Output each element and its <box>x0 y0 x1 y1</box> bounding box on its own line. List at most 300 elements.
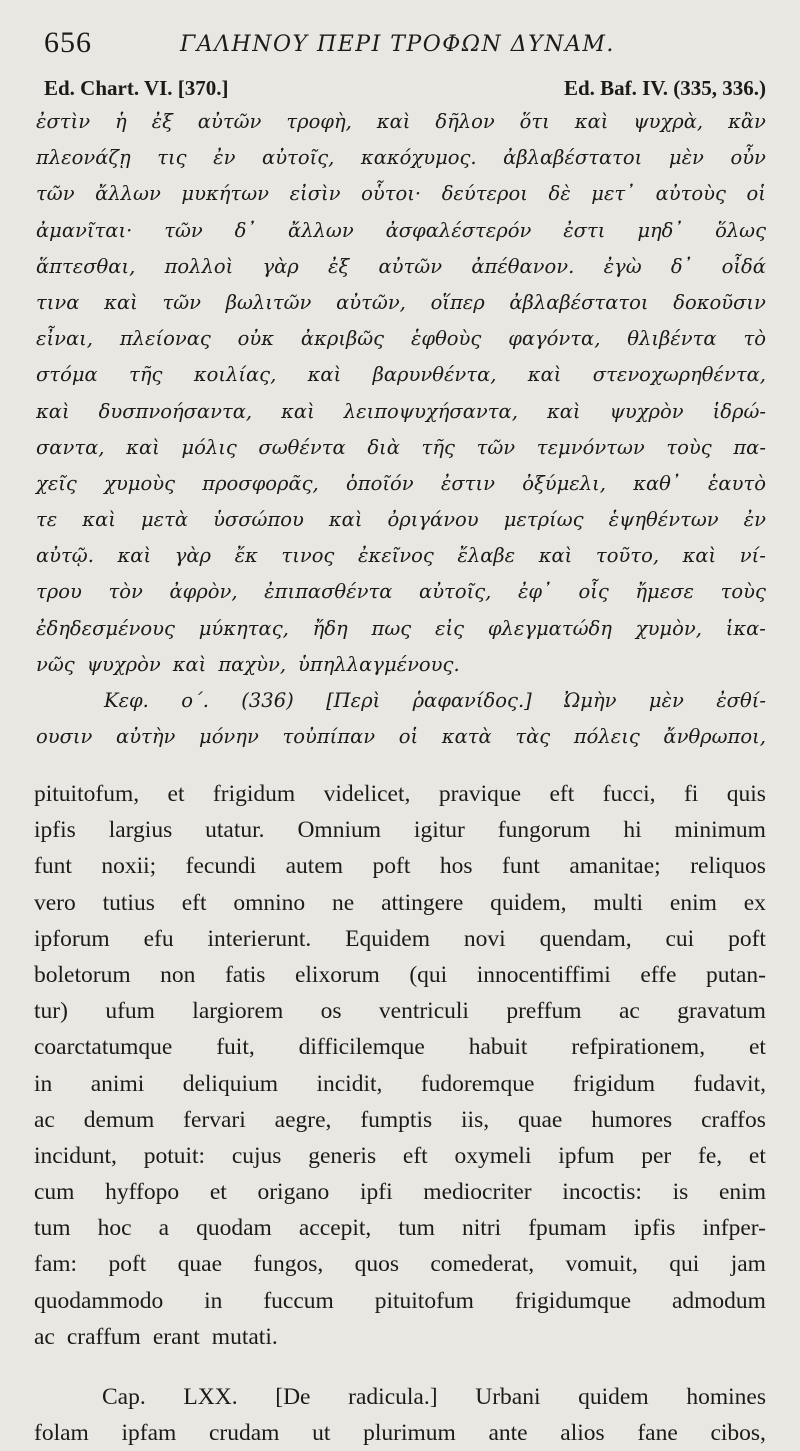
word: tum <box>398 1215 435 1242</box>
word: poft <box>108 1251 147 1278</box>
word: πολλοὶ <box>164 254 234 278</box>
word: ante <box>488 1420 528 1447</box>
word: amanitae; <box>569 853 661 880</box>
running-title: ΓΑΛΗΝΟΥ ΠΕΡΙ ΤΡΟΦΩΝ ΔΥΝΑΜ. <box>180 32 615 57</box>
word: τὸν <box>108 580 143 604</box>
word: τινα <box>36 290 80 314</box>
word: et <box>748 1142 766 1169</box>
word: iis, <box>461 1106 490 1133</box>
word: accepit, <box>298 1215 372 1242</box>
word: ἐξ <box>328 254 350 278</box>
word: Urbani <box>475 1384 541 1410</box>
word: καὶ <box>682 544 717 568</box>
word: demum <box>83 1106 155 1133</box>
text-line <box>34 848 766 884</box>
word: ἑψηθέντων <box>608 508 719 532</box>
text-line <box>36 538 766 574</box>
word: μηδ᾽ <box>637 218 684 242</box>
word: ἀκριβῶς <box>300 327 385 351</box>
word: folam <box>34 1420 89 1447</box>
word: προσφορᾶς, <box>202 471 319 495</box>
word: nitri <box>462 1215 502 1242</box>
word: minimum <box>674 817 766 844</box>
word: eft <box>549 781 575 807</box>
word: in <box>204 1287 223 1314</box>
word: ipfum <box>558 1142 615 1169</box>
word: τῶν <box>164 218 203 242</box>
text-line <box>34 1102 766 1138</box>
word: στόμα <box>36 363 98 387</box>
word: αὐτῶν, <box>336 290 406 314</box>
word: plurimum <box>363 1420 456 1447</box>
word: τις <box>157 146 187 170</box>
word: omnino <box>233 889 306 916</box>
word: ἤμεσε <box>635 580 694 604</box>
word: comederat, <box>430 1251 535 1278</box>
word: potuit: <box>143 1142 206 1169</box>
word: πα- <box>733 435 766 459</box>
word: preffum <box>506 998 582 1025</box>
word: ac <box>34 1106 55 1133</box>
word: efu <box>143 925 174 952</box>
word: ἐδηδεσμένους <box>36 616 175 640</box>
text-line <box>36 502 766 538</box>
word: frigidum <box>572 1070 656 1097</box>
word: οἵπερ <box>430 290 485 314</box>
word: ἔλαβε <box>457 544 516 568</box>
page-number: 656 <box>44 26 92 59</box>
word: μὲν <box>648 689 684 712</box>
word: tutius <box>102 889 155 916</box>
word: innocentiffimi <box>476 961 611 988</box>
word: Cap. <box>102 1384 146 1410</box>
word: ἐστι <box>563 218 606 242</box>
word: multi <box>593 889 644 916</box>
word: difficilemque <box>298 1034 425 1061</box>
word: quis <box>726 781 766 807</box>
word: fungos, <box>253 1251 324 1278</box>
word: αὐτῷ. <box>36 544 94 568</box>
text-line <box>34 812 766 848</box>
word: coarctatumque <box>34 1034 173 1061</box>
word: os <box>320 998 342 1025</box>
word: διὰ <box>367 435 400 459</box>
word: οἱ <box>746 182 766 206</box>
word: πλεονάζῃ <box>36 146 131 170</box>
word: [De <box>275 1384 311 1410</box>
word: αὐτὴν <box>116 725 176 749</box>
word: Ὠμὴν <box>564 689 617 712</box>
word: hos <box>439 853 473 880</box>
word: ο΄. <box>181 689 209 712</box>
word: δεύτεροι <box>441 182 528 206</box>
word: et <box>167 781 185 807</box>
word: χυμὸν, <box>635 616 702 640</box>
word: enim <box>669 889 717 916</box>
word: ipforum <box>34 925 110 952</box>
word: δ᾽ <box>234 218 257 242</box>
text-line <box>34 1283 766 1319</box>
word: μὲν <box>668 146 704 170</box>
word: εἰσὶν <box>289 182 341 206</box>
word: cum <box>34 1179 75 1206</box>
word: αὐτῶν <box>197 110 262 133</box>
word: χεῖς <box>36 471 77 495</box>
text-line <box>36 466 766 502</box>
word: fervari <box>183 1106 246 1133</box>
word: incidit, <box>316 1070 383 1097</box>
word: et <box>209 1179 227 1206</box>
word: infper- <box>702 1215 766 1242</box>
word: hyffopo <box>105 1179 180 1206</box>
word: quodammodo <box>34 1287 164 1314</box>
word: ἐξ <box>151 110 173 133</box>
word: fudoremque <box>420 1070 535 1097</box>
word: οὐκ <box>237 327 275 351</box>
word: erant <box>152 1323 200 1350</box>
word: frigidumque <box>514 1287 632 1314</box>
text-line <box>36 104 766 140</box>
word: mediocriter <box>423 1179 532 1206</box>
paragraph-gap <box>34 1355 766 1379</box>
word: funt <box>34 853 72 880</box>
word: (336) <box>241 689 294 712</box>
word: homines <box>686 1384 766 1410</box>
word: qui <box>669 1251 700 1278</box>
word: σαντα, <box>36 435 105 459</box>
word: ὀξύμελι, <box>522 471 606 495</box>
word: νί- <box>739 544 766 568</box>
word: cibos, <box>710 1420 766 1447</box>
word: καὶ <box>527 363 562 387</box>
word: μυκήτων <box>181 182 269 206</box>
word: μόνην <box>199 725 259 749</box>
word: μόλις <box>181 435 237 459</box>
word: ἑαυτὸ <box>707 471 766 495</box>
word: ἔκ <box>234 544 258 568</box>
word: τροφὴ, <box>286 110 352 133</box>
word: humores <box>591 1106 673 1133</box>
word: autem <box>285 853 344 880</box>
word: fucci, <box>602 781 656 807</box>
word: σωθέντα <box>258 435 346 459</box>
word: admodum <box>671 1287 766 1314</box>
word: ipfi <box>359 1179 393 1206</box>
word: μύκητας, <box>198 616 289 640</box>
word: quidem, <box>490 889 567 916</box>
word: κἂν <box>728 110 766 133</box>
word: δοκοῦσιν <box>673 290 766 314</box>
page-header <box>44 26 764 66</box>
text-line <box>36 719 766 755</box>
word: αὐτοῖς, <box>262 146 335 170</box>
word: ex <box>743 889 766 916</box>
text-line <box>34 1174 766 1210</box>
word: hoc <box>97 1215 132 1242</box>
text-line <box>36 430 766 466</box>
word: νῶς <box>36 652 75 676</box>
word: quos <box>354 1251 400 1278</box>
text-line <box>34 1319 766 1355</box>
word: εἰς <box>435 616 465 640</box>
word: ψυχρὸν <box>609 399 684 423</box>
word: τῶν <box>36 182 75 206</box>
word: elixorum <box>294 961 380 988</box>
word: fam: <box>34 1251 78 1278</box>
word: καὶ <box>126 435 160 459</box>
word: animi <box>90 1070 145 1097</box>
word: eft <box>181 889 207 916</box>
greek-text-block <box>36 104 766 755</box>
word: δ᾽ <box>670 254 693 278</box>
word: pituitofum <box>374 1287 474 1314</box>
word: vero <box>34 889 76 916</box>
word: quodam <box>196 1215 272 1242</box>
word: οἱ <box>398 725 419 749</box>
word: ἅπτεσθαι, <box>36 254 136 278</box>
word: putan- <box>705 961 766 988</box>
word: τοῦτο, <box>595 544 660 568</box>
word: reliquos <box>690 853 766 880</box>
word: καὶ <box>574 110 609 133</box>
text-line <box>36 213 766 249</box>
word: incidunt, <box>34 1142 117 1169</box>
word: cujus <box>231 1142 282 1169</box>
word: deliquium <box>182 1070 279 1097</box>
word: τὸ <box>743 327 766 351</box>
word: ἐν <box>743 508 766 532</box>
word: incoctis: <box>562 1179 642 1206</box>
word: μετ᾽ <box>591 182 635 206</box>
word: οἶδά <box>721 254 766 278</box>
word: fumptis <box>360 1106 433 1133</box>
word: τοὐπίπαν <box>282 725 376 749</box>
word: τῆς <box>129 363 163 387</box>
word: ac <box>618 998 640 1025</box>
word: καὶ <box>538 544 573 568</box>
word: ὅτι <box>519 110 550 133</box>
latin-text-block <box>34 776 766 1451</box>
word: ventriculi <box>378 998 469 1025</box>
word: γὰρ <box>174 544 211 568</box>
word: δῆλον <box>435 110 495 133</box>
word: effe <box>640 961 677 988</box>
word: fatis <box>224 961 266 988</box>
word: alios <box>560 1420 605 1447</box>
word: ὑσσώπου <box>213 508 304 532</box>
word: ὁποῖόν <box>346 471 414 495</box>
word: ἀμανῖται· <box>36 218 133 242</box>
word: habuit <box>468 1034 528 1061</box>
word: κακόχυμος. <box>360 146 477 170</box>
word: καὶ <box>117 544 152 568</box>
word: ipfis <box>34 817 76 844</box>
word: ἐφ᾽ <box>517 580 552 604</box>
word: enim <box>718 1179 766 1206</box>
word: poft <box>372 853 411 880</box>
word: καὶ <box>172 652 207 676</box>
word: θλιβέντα <box>627 327 717 351</box>
word: craffos <box>701 1106 766 1133</box>
text-line <box>36 249 766 285</box>
word: quae <box>518 1106 563 1133</box>
text-line <box>36 140 766 176</box>
text-line <box>34 776 766 812</box>
word: λειποψυχήσαντα, <box>343 399 518 423</box>
word: καὶ <box>104 290 138 314</box>
text-line <box>36 647 766 683</box>
word: eft <box>402 1142 428 1169</box>
word: τῆς <box>421 435 455 459</box>
word: τῶν <box>162 290 201 314</box>
word: καὶ <box>82 508 116 532</box>
word: κατὰ <box>441 725 492 749</box>
word: et <box>748 1034 766 1061</box>
word: ἄλλων <box>288 218 354 242</box>
word: pituitofum, <box>34 781 140 807</box>
edition-chartier-reference: Ed. Chart. VI. [370.] <box>44 76 229 100</box>
word: ῥαφανίδος.] <box>412 689 532 712</box>
word: τρου <box>36 580 82 604</box>
word: ἀβλαβέστατοι <box>509 290 649 314</box>
word: τε <box>36 508 58 532</box>
word: is <box>672 1179 689 1206</box>
word: ουσιν <box>36 725 93 749</box>
text-line <box>34 1138 766 1174</box>
word: μετὰ <box>140 508 189 532</box>
word: καθ᾽ <box>633 471 681 495</box>
word: fudavit, <box>693 1070 766 1097</box>
word: ὀριγάνου <box>387 508 479 532</box>
word: radicula.] <box>348 1384 438 1410</box>
word: pravique <box>438 781 522 807</box>
word: fuit, <box>216 1034 255 1061</box>
word: αὐτοὺς <box>655 182 726 206</box>
word: ne <box>332 889 355 916</box>
word: fecundi <box>185 853 257 880</box>
word: mutati. <box>211 1323 278 1350</box>
word: origano <box>257 1179 330 1206</box>
word: Equidem <box>345 925 431 952</box>
word: videlicet, <box>323 781 411 807</box>
word: largius <box>108 817 173 844</box>
word: δυσπνοήσαντα, <box>98 399 253 423</box>
word: ὑπηλλαγμένους. <box>298 652 460 676</box>
word: ἐστιν <box>440 471 495 495</box>
word: καὶ <box>307 363 342 387</box>
text-line <box>36 574 766 610</box>
text-line <box>36 321 766 357</box>
word: μετρίως <box>503 508 584 532</box>
word: καὶ <box>376 110 411 133</box>
word: igitur <box>413 817 465 844</box>
text-line <box>36 285 766 321</box>
edition-reference-line <box>44 76 766 106</box>
word: οὖν <box>730 146 766 170</box>
word: πλείονας <box>119 327 211 351</box>
word: τεμνόντων <box>536 435 645 459</box>
word: ἐστὶν <box>36 110 91 133</box>
word: LXX. <box>183 1384 238 1410</box>
text-line <box>34 1210 766 1246</box>
word: aegre, <box>274 1106 332 1133</box>
word: oxymeli <box>454 1142 532 1169</box>
word: ἐκεῖνος <box>357 544 434 568</box>
text-line <box>34 993 766 1029</box>
word: αὐτοῖς, <box>419 580 492 604</box>
word: αὐτῶν <box>378 254 443 278</box>
text-line <box>34 885 766 921</box>
word: τῶν <box>476 435 516 459</box>
word: craffum <box>66 1323 141 1350</box>
edition-basel-reference: Ed. Baf. IV. (335, 336.) <box>563 76 766 100</box>
text-line <box>34 1246 766 1282</box>
word: ipfis <box>633 1215 676 1242</box>
word: fpumam <box>528 1215 607 1242</box>
word: crudam <box>209 1420 280 1447</box>
word: funt <box>502 853 540 880</box>
word: attingere <box>381 889 464 916</box>
word: καὶ <box>546 399 581 423</box>
word: boletorum <box>34 961 131 988</box>
word: τινος <box>281 544 335 568</box>
word: καὶ <box>328 508 363 532</box>
word: largiorem <box>192 998 284 1025</box>
word: ἐπιπασθέντα <box>264 580 393 604</box>
word: τὰς <box>515 725 551 749</box>
word: ὅλως <box>715 218 766 242</box>
word: ἱκα- <box>725 616 766 640</box>
word: τοὺς <box>720 580 766 604</box>
word: per <box>641 1142 672 1169</box>
word: hi <box>623 817 642 844</box>
word: ἀβλαβέστατοι <box>503 146 643 170</box>
word: poft <box>728 925 766 952</box>
word: non <box>160 961 196 988</box>
word: quidem <box>578 1384 649 1410</box>
word: fuccum <box>263 1287 334 1314</box>
word: φλεγματώδη <box>487 616 612 640</box>
word: quae <box>177 1251 223 1278</box>
text-line <box>34 1029 766 1065</box>
word: jam <box>730 1251 766 1278</box>
word: generis <box>308 1142 377 1169</box>
word: ἀσφαλέστερόν <box>385 218 532 242</box>
word: noxii; <box>101 853 157 880</box>
word: fane <box>637 1420 678 1447</box>
word: novi <box>463 925 506 952</box>
word: refpirationem, <box>571 1034 706 1061</box>
word: ἱδρώ- <box>712 399 766 423</box>
word: (qui <box>409 961 448 988</box>
word: βαρυνθέντα, <box>372 363 497 387</box>
word: στενοχωρηθέντα, <box>592 363 766 387</box>
word: fungorum <box>497 817 591 844</box>
text-line <box>36 357 766 393</box>
word: ac <box>34 1323 55 1350</box>
text-line <box>34 1379 766 1415</box>
text-line <box>36 611 766 647</box>
word: Omnium <box>297 817 382 844</box>
word: gravatum <box>677 998 766 1025</box>
word: καὶ <box>36 399 70 423</box>
text-line <box>36 683 766 719</box>
word: tum <box>34 1215 71 1242</box>
text-line <box>36 176 766 212</box>
word: [Περὶ <box>326 689 381 712</box>
word: ἀπέθανον. <box>471 254 575 278</box>
word: ψυχρὸν <box>86 652 161 676</box>
